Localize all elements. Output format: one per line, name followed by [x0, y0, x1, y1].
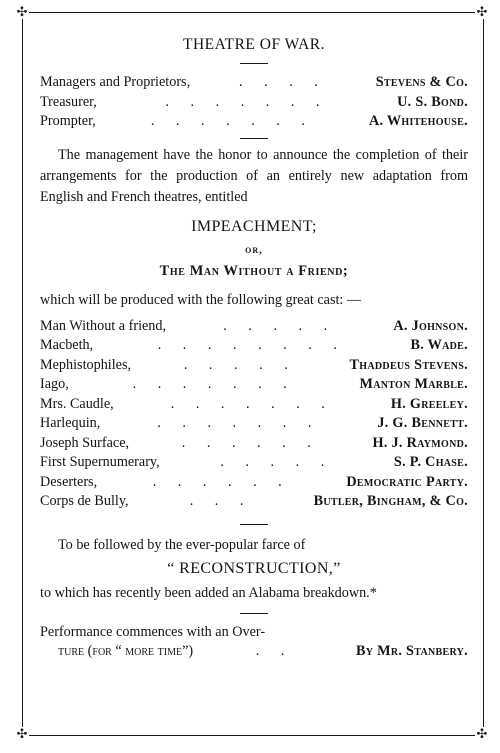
cast-intro: which will be produced with the following great cast: — — [40, 291, 362, 308]
staff-list — [40, 73, 468, 132]
staff-row — [40, 73, 468, 93]
staff-name: A. Whitehouse. — [368, 113, 468, 129]
leader-dots: . . . . . — [223, 317, 337, 334]
cast-row — [40, 395, 468, 415]
play-title: IMPEACHMENT; — [191, 217, 317, 235]
cast-role: Corps de Bully, — [40, 493, 129, 509]
cast-role: Harlequin, — [40, 415, 101, 431]
leader-dots: . . . . . . . — [132, 376, 296, 392]
cast-actor: Thaddeus Stevens. — [349, 356, 468, 373]
ornament-bottom-right-icon: ✣ — [476, 726, 488, 741]
divider — [240, 63, 268, 64]
leader-dots: . . . — [189, 493, 253, 509]
ornament-top-left-icon: ✣ — [16, 4, 28, 19]
cast-row — [40, 434, 468, 454]
leader-dots: . . — [255, 642, 294, 659]
staff-name: Stevens & Co. — [375, 74, 468, 90]
cast-actor: H. Greeley. — [390, 395, 468, 412]
leader-dots: . . . . . . . — [157, 415, 321, 431]
cast-row — [40, 375, 468, 395]
or-text: or, — [245, 243, 263, 256]
divider — [240, 138, 268, 139]
cast-role: Mephistophiles, — [40, 356, 132, 373]
play-subtitle: The Man Without a Friend; — [159, 262, 349, 279]
leader-dots: . . . . . . . — [170, 395, 334, 412]
performance-overture: ture (for “ more time”) — [58, 642, 194, 659]
cast-actor: H. J. Raymond. — [372, 434, 468, 451]
cast-role: First Supernumerary, — [40, 454, 160, 470]
leader-dots: . . . . . — [220, 454, 334, 470]
farce-intro: To be followed by the ever-popular farce of — [58, 536, 306, 553]
staff-row — [40, 112, 468, 132]
leader-dots: . . . . . . — [152, 473, 291, 490]
farce-title: “ RECONSTRUCTION,” — [167, 559, 341, 577]
staff-role: Prompter, — [40, 113, 96, 129]
cast-row — [40, 317, 468, 337]
ornament-top-right-icon: ✣ — [476, 4, 488, 19]
cast-actor: S. P. Chase. — [393, 454, 468, 470]
cast-row — [40, 473, 468, 493]
performance-by: By Mr. Stanbery. — [356, 642, 468, 659]
staff-row — [40, 93, 468, 113]
cast-row — [40, 356, 468, 376]
cast-list — [40, 317, 468, 512]
divider — [240, 613, 268, 614]
staff-name: U. S. Bond. — [397, 93, 468, 110]
cast-role: Deserters, — [40, 473, 98, 490]
cast-actor: Butler, Bingham, & Co. — [313, 493, 468, 509]
cast-actor: J. G. Bennett. — [377, 415, 468, 431]
leader-dots: . . . . . . . — [150, 113, 314, 129]
cast-row — [40, 336, 468, 356]
announcement-text: The management have the honor to announce the completion of their arrangements for the production of an entirely new adaptation from English and French theatres, entitled — [40, 146, 468, 205]
performance-line: Performance commences with an Over- — [40, 623, 266, 640]
page-title: THEATRE OF WAR. — [183, 36, 325, 53]
cast-actor: Manton Marble. — [359, 376, 468, 392]
performance-row — [40, 642, 468, 662]
cast-role: Joseph Surface, — [40, 434, 130, 451]
staff-role: Managers and Proprietors, — [40, 74, 191, 90]
staff-role: Treasurer, — [40, 93, 97, 110]
cast-role: Iago, — [40, 376, 69, 392]
cast-actor: B. Wade. — [410, 337, 468, 353]
cast-actor: A. Johnson. — [393, 317, 468, 334]
farce-note: to which has recently been added an Alabama breakdown.* — [40, 584, 377, 601]
ornament-bottom-left-icon: ✣ — [16, 726, 28, 741]
leader-dots: . . . . . . . — [165, 93, 329, 110]
cast-row — [40, 453, 468, 473]
cast-role: Mrs. Caudle, — [40, 395, 114, 412]
cast-row — [40, 492, 468, 512]
playbill-content — [40, 30, 468, 661]
cast-actor: Democratic Party. — [346, 473, 468, 490]
cast-role: Macbeth, — [40, 337, 94, 353]
leader-dots: . . . . . . . . — [157, 337, 346, 353]
divider — [240, 524, 268, 525]
cast-row — [40, 414, 468, 434]
leader-dots: . . . . . . — [181, 434, 320, 451]
leader-dots: . . . . — [239, 74, 327, 90]
leader-dots: . . . . . — [183, 356, 297, 373]
cast-role: Man Without a friend, — [40, 317, 167, 334]
